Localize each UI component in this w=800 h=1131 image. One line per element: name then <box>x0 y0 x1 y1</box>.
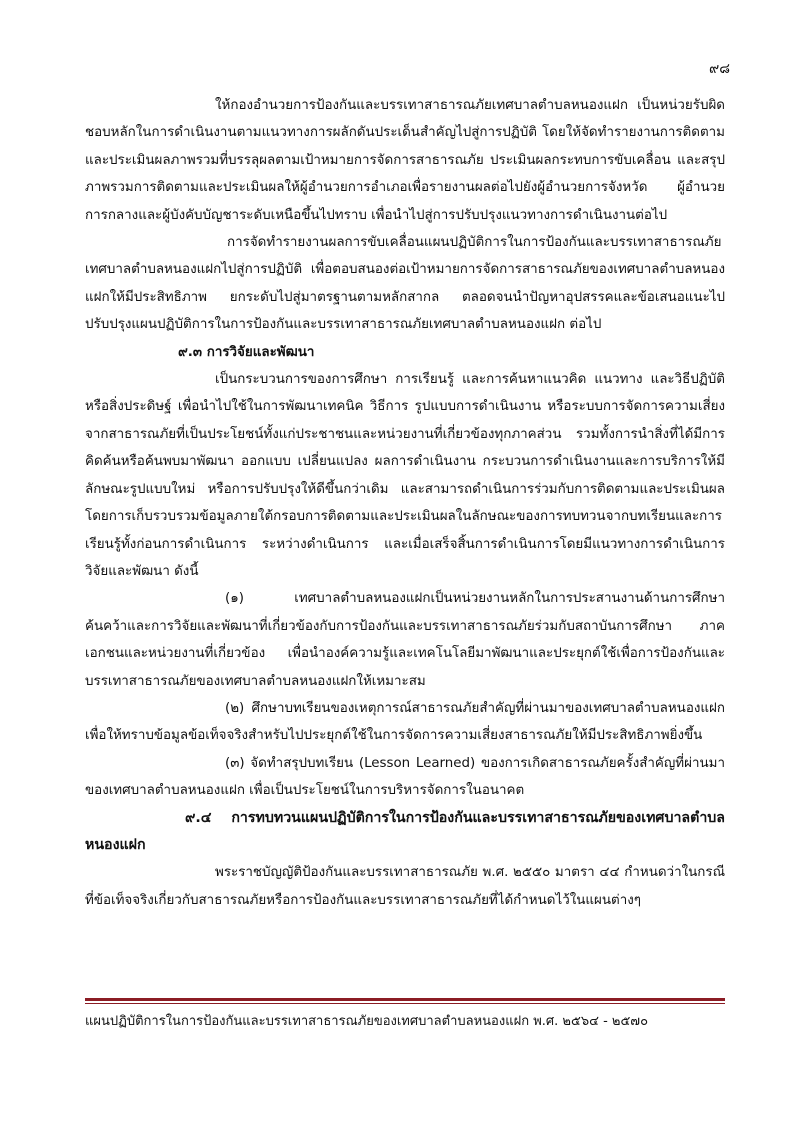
footer-title: แผนปฏิบัติการในการป้องกันและบรรเทาสาธารณภัยของเทศบาลตำบลหนองแฝก พ.ศ. ๒๕๖๔ - ๒๕๗๐ <box>85 1014 649 1029</box>
heading-research-development: ๙.๓ การวิจัยและพัฒนา <box>178 344 315 360</box>
page-number: ๙๘ <box>708 61 730 77</box>
document-body <box>85 92 725 914</box>
paragraph-reporting: การจัดทำรายงานผลการขับเคลื่อนแผนปฏิบัติการในการป้องกันและบรรเทาสาธารณภัยเทศบาลตำบลหนองแฝกไปสู่การปฏิบัติ เพื่อตอบสนองต่อเป้าหมายการจัดการสาธารณภัยของเทศบาลตำบลหนองแฝกให้มีประสิทธิภาพ ยกระดับไปสู่มาตรฐานตามหลักสากล ตลอดจนนำปัญหาอุปสรรคและข้อเสนอแนะไปปรับปรุงแผนปฏิบัติการในการป้องกันและบรรเทาสาธารณภัยเทศบาลตำบลหนองแฝก ต่อไป <box>85 235 725 333</box>
paragraph-responsibility: ให้กองอำนวยการป้องกันและบรรเทาสาธารณภัยเทศบาลตำบลหนองแฝก เป็นหน่วยรับผิดชอบหลักในการดำเนินงานตามแนวทางการผลักดันประเด็นสำคัญไปสู่การปฏิบัติ โดยให้จัดทำรายงานการติดตามและประเมินผลภาพรวมที่บรรลุผลตามเป้าหมายการจัดการสาธารณภัย ประเมินผลกระทบการขับเคลื่อน และสรุปภาพรวมการติดตามและประเมินผลให้ผู้อำนวยการอำเภอเพื่อรายงานผลต่อไปยังผู้อำนวยการจังหวัด ผู้อำนวยการกลางและผู้บังคับบัญชาระดับเหนือขึ้นไปทราบ เพื่อนำไปสู่การปรับปรุงแนวทางการดำเนินงานต่อไป <box>85 98 725 223</box>
list-item-3: (๓) จัดทำสรุปบทเรียน (Lesson Learned) ของการเกิดสาธารณภัยครั้งสำคัญที่ผ่านมาของเทศบาลตำบลหนองแฝก เพื่อเป็นประโยชน์ในการบริหารจัดการในอนาคต <box>85 755 725 799</box>
list-item-1: (๑) เทศบาลตำบลหนองแฝกเป็นหน่วยงานหลักในการประสานงานด้านการศึกษา ค้นคว้าและการวิจัยและพัฒนาที่เกี่ยวข้องกับการป้องกันและบรรเทาสาธารณภัยร่วมกับสถาบันการศึกษา ภาคเอกชนและหน่วยงานที่เกี่ยวข้อง เพื่อนำองค์ความรู้และเทคโนโลยีมาพัฒนาและประยุกต์ใช้เพื่อการป้องกันและบรรเทาสาธารณภัยของเทศบาลตำบลหนองแฝกให้เหมาะสม <box>85 591 725 689</box>
footer-rule-thin <box>85 1003 725 1004</box>
paragraph-act-section-44: พระราชบัญญัติป้องกันและบรรเทาสาธารณภัย พ.ศ. ๒๕๕๐ มาตรา ๔๔ กำหนดว่าในกรณีที่ข้อเท็จจริงเกี่ยวกับสาธารณภัยหรือการป้องกันและบรรเทาสาธารณภัยที่ได้กำหนดไว้ในแผนต่างๆ <box>85 865 725 908</box>
list-item-2: (๒) ศึกษาบทเรียนของเหตุการณ์สาธารณภัยสำคัญที่ผ่านมาของเทศบาลตำบลหนองแฝกเพื่อให้ทราบข้อมูลข้อเท็จจริงสำหรับไปประยุกต์ใช้ในการจัดการความเสี่ยงสาธารณภัยให้มีประสิทธิภาพยิ่งขึ้น <box>85 700 725 744</box>
heading-plan-review: ๙.๔ การทบทวนแผนปฏิบัติการในการป้องกันและบรรเทาสาธารณภัยของเทศบาลตำบลหนองแฝก <box>85 809 725 853</box>
paragraph-research-description: เป็นกระบวนการของการศึกษา การเรียนรู้ และการค้นหาแนวคิด แนวทาง และวิธีปฏิบัติหรือสิ่งประดิษฐ์ เพื่อนำไปใช้ในการพัฒนาเทคนิค วิธีการ รูปแบบการดำเนินงาน หรือระบบการจัดการความเสี่ยงจากสาธารณภัยที่เป็นประโยชน์ทั้งแก่ประชาชนและหน่วยงานที่เกี่ยวข้องทุกภาคส่วน รวมทั้งการนำสิ่งที่ได้มีการคิดค้นหรือค้นพบมาพัฒนา ออกแบบ เปลี่ยนแปลง ผลการดำเนินงาน กระบวนการดำเนินงานและการบริการให้มีลักษณะรูปแบบใหม่ หรือการปรับปรุงให้ดีขึ้นกว่าเดิม และสามารถดำเนินการร่วมกับการติดตามและประเมินผล โดยการเก็บรวบรวมข้อมูลภายใต้กรอบการติดตามและประเมินผลในลักษณะของการทบทวนจากบทเรียนและการเรียนรู้ทั้งก่อนการดำเนินการ ระหว่างดำเนินการ และเมื่อเสร็จสิ้นการดำเนินการโดยมีแนวทางการดำเนินการวิจัยและพัฒนา ดังนี้ <box>85 372 725 579</box>
footer-rule <box>85 998 725 1001</box>
